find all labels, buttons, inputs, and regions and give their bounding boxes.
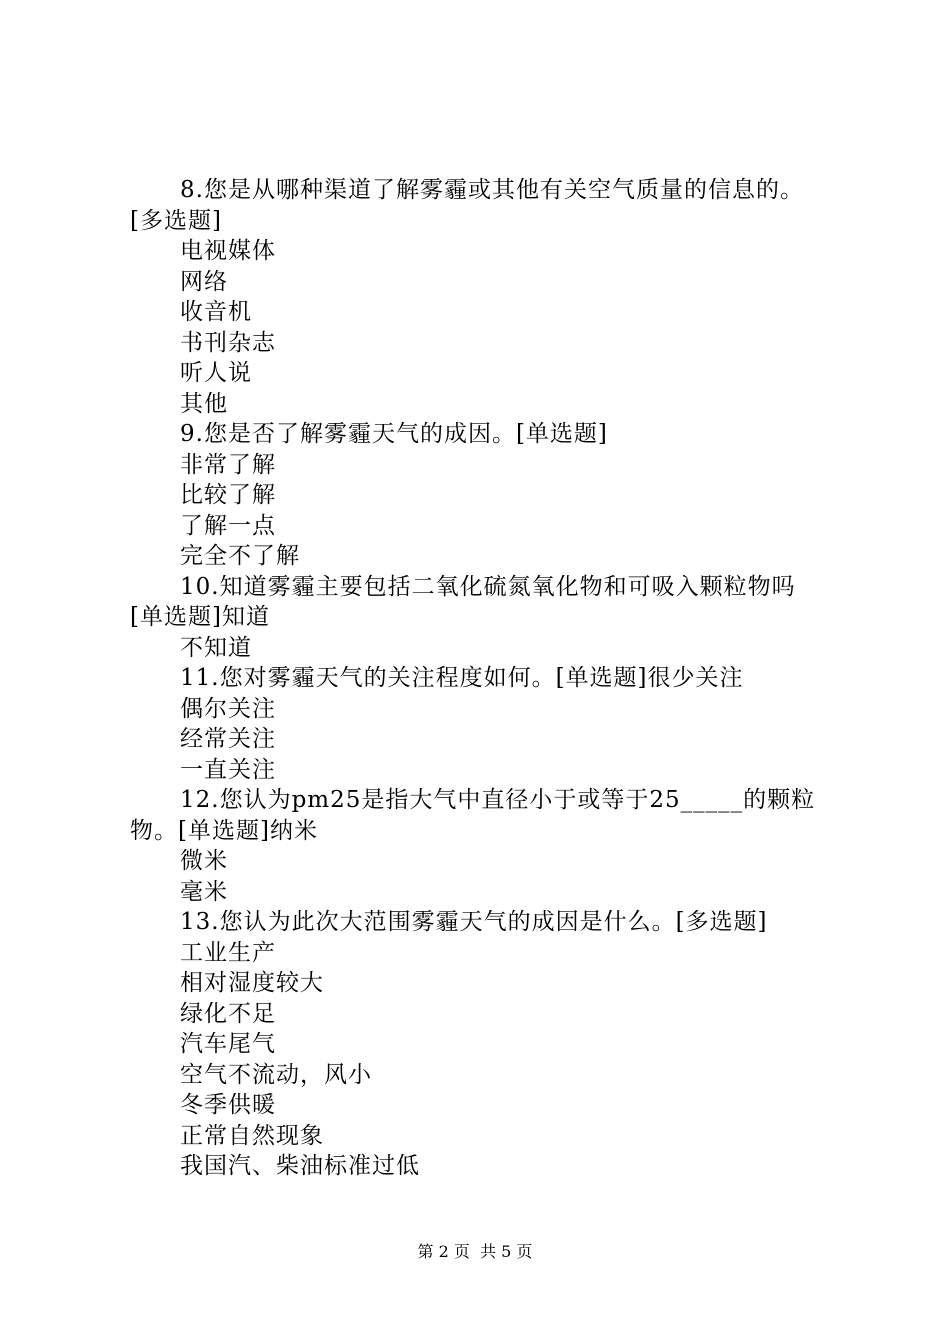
- text-line: 一直关注: [180, 756, 276, 783]
- text-line: 不知道: [180, 634, 252, 661]
- text-line: 完全不了解: [180, 543, 300, 569]
- text-line: 电视媒体: [180, 238, 276, 264]
- text-line: 经常关注: [180, 726, 276, 752]
- text-line: 收音机: [180, 299, 252, 325]
- text-line: 偶尔关注: [180, 695, 276, 722]
- document-body: [130, 175, 846, 1182]
- text-line: 10.知道雾霾主要包括二氧化硫氮氧化物和可吸入颗粒物吗: [180, 573, 796, 600]
- text-line: 听人说: [180, 360, 252, 386]
- text-line: 13.您认为此次大范围雾霾天气的成因是什么。[多选题]: [180, 909, 768, 935]
- text-line: 绿化不足: [180, 1000, 276, 1027]
- text-line: 了解一点: [180, 512, 276, 539]
- text-line: 汽车尾气: [180, 1031, 276, 1057]
- text-line: 8.您是从哪种渠道了解雾霾或其他有关空气质量的信息的。: [180, 177, 804, 203]
- text-line: 微米: [180, 848, 228, 874]
- text-line: 书刊杂志: [180, 329, 276, 356]
- text-line: 毫米: [180, 878, 228, 905]
- text-line: 物。[单选题]纳米: [130, 817, 318, 844]
- text-line: 相对湿度较大: [180, 970, 324, 996]
- text-line: 11.您对雾霾天气的关注程度如何。[单选题]很少关注: [180, 665, 744, 691]
- text-line: 空气不流动，风小: [180, 1061, 372, 1088]
- text-line: 非常了解: [180, 451, 276, 478]
- text-line: 12.您认为pm25是指大气中直径小于或等于25_____的颗粒: [180, 787, 816, 813]
- text-line: [单选题]知道: [130, 604, 270, 630]
- text-line: 网络: [180, 268, 228, 295]
- text-line: 工业生产: [180, 939, 276, 966]
- text-line: 冬季供暖: [180, 1092, 276, 1118]
- page-footer: 第 2 页 共 5 页: [417, 1242, 533, 1261]
- text-line: [多选题]: [130, 207, 222, 234]
- text-line: 9.您是否了解雾霾天气的成因。[单选题]: [180, 421, 608, 447]
- text-line: 我国汽、柴油标准过低: [180, 1153, 420, 1179]
- text-line: 其他: [180, 390, 228, 417]
- text-line: 正常自然现象: [180, 1122, 324, 1149]
- text-line: 比较了解: [180, 482, 276, 508]
